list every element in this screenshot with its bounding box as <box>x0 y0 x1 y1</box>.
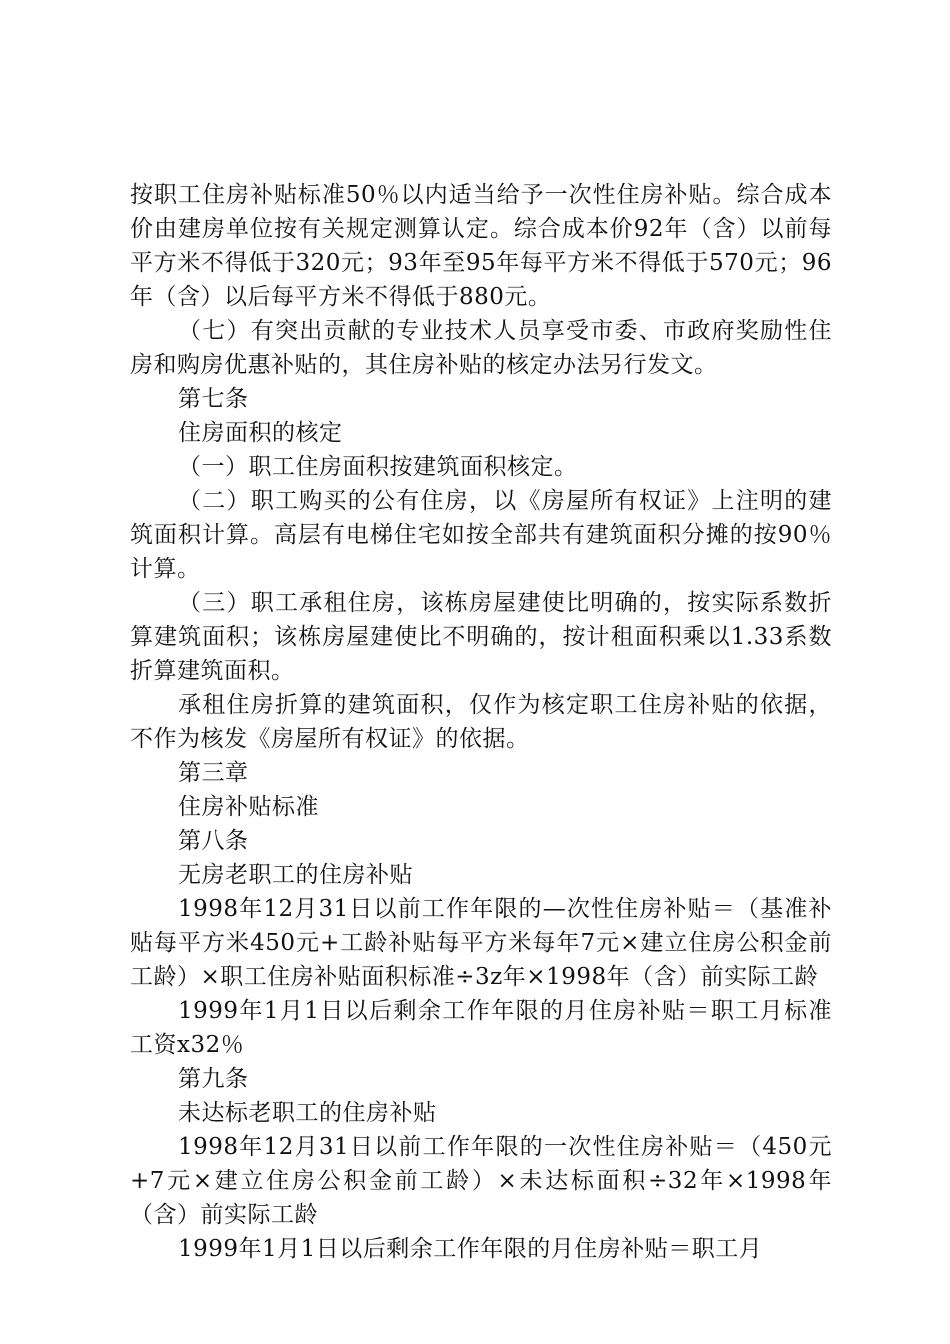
paragraph-housing-subsidy-cost-price: 按职工住房补贴标准50％以内适当给予一次性住房补贴。综合成本价由建房单位按有关规定测算认定。综合成本价92年（含）以前每平方米不得低于320元；93年至95年每平方米不得低于570元；96年（含）以后每平方米不得低于880元。 <box>130 182 832 310</box>
paragraph-area-note: 承租住房折算的建筑面积，仅作为核定职工住房补贴的依据，不作为核发《房屋所有权证》的依据。 <box>130 692 832 752</box>
paragraph-area-item-1: （一）职工住房面积按建筑面积核定。 <box>178 454 578 480</box>
paragraph-item-seven: （七）有突出贡献的专业技术人员享受市委、市政府奖励性住房和购房优惠补贴的，其住房补贴的核定办法另行发文。 <box>130 318 832 378</box>
article-heading-9: 第九条 <box>178 1066 249 1092</box>
paragraph-area-item-2: （二）职工购买的公有住房，以《房屋所有权证》上注明的建筑面积计算。高层有电梯住宅如按全部共有建筑面积分摊的按90％计算。 <box>130 488 832 582</box>
chapter-title-3: 住房补贴标准 <box>178 794 319 820</box>
paragraph-formula-monthly-8: 1999年1月1日以后剩余工作年限的月住房补贴＝职工月标准工资x32％ <box>130 998 832 1058</box>
paragraph-formula-one-time-9: 1998年12月31日以前工作年限的一次性住房补贴＝（450元+7元×建立住房公积金前工龄）×未达标面积÷32年×1998年（含）前实际工龄 <box>130 1134 832 1228</box>
paragraph-area-item-3: （三）职工承租住房，该栋房屋建使比明确的，按实际系数折算建筑面积；该栋房屋建使比不明确的，按计租面积乘以1.33系数折算建筑面积。 <box>130 590 832 684</box>
document-body <box>130 178 832 1266</box>
article-heading-8: 第八条 <box>178 828 249 854</box>
article-title-7: 住房面积的核定 <box>178 420 343 446</box>
paragraph-formula-monthly-9: 1999年1月1日以后剩余工作年限的月住房补贴＝职工月 <box>178 1236 763 1262</box>
article-title-8: 无房老职工的住房补贴 <box>178 862 413 888</box>
article-title-9: 未达标老职工的住房补贴 <box>178 1100 437 1126</box>
chapter-heading-3: 第三章 <box>178 760 249 786</box>
article-heading-7: 第七条 <box>178 386 249 412</box>
paragraph-formula-one-time-8: 1998年12月31日以前工作年限的—次性住房补贴＝（基准补贴每平方米450元+工龄补贴每平方米每年7元×建立住房公积金前工龄）×职工住房补贴面积标准÷3z年×1998年（含）前实际工龄 <box>130 896 832 990</box>
